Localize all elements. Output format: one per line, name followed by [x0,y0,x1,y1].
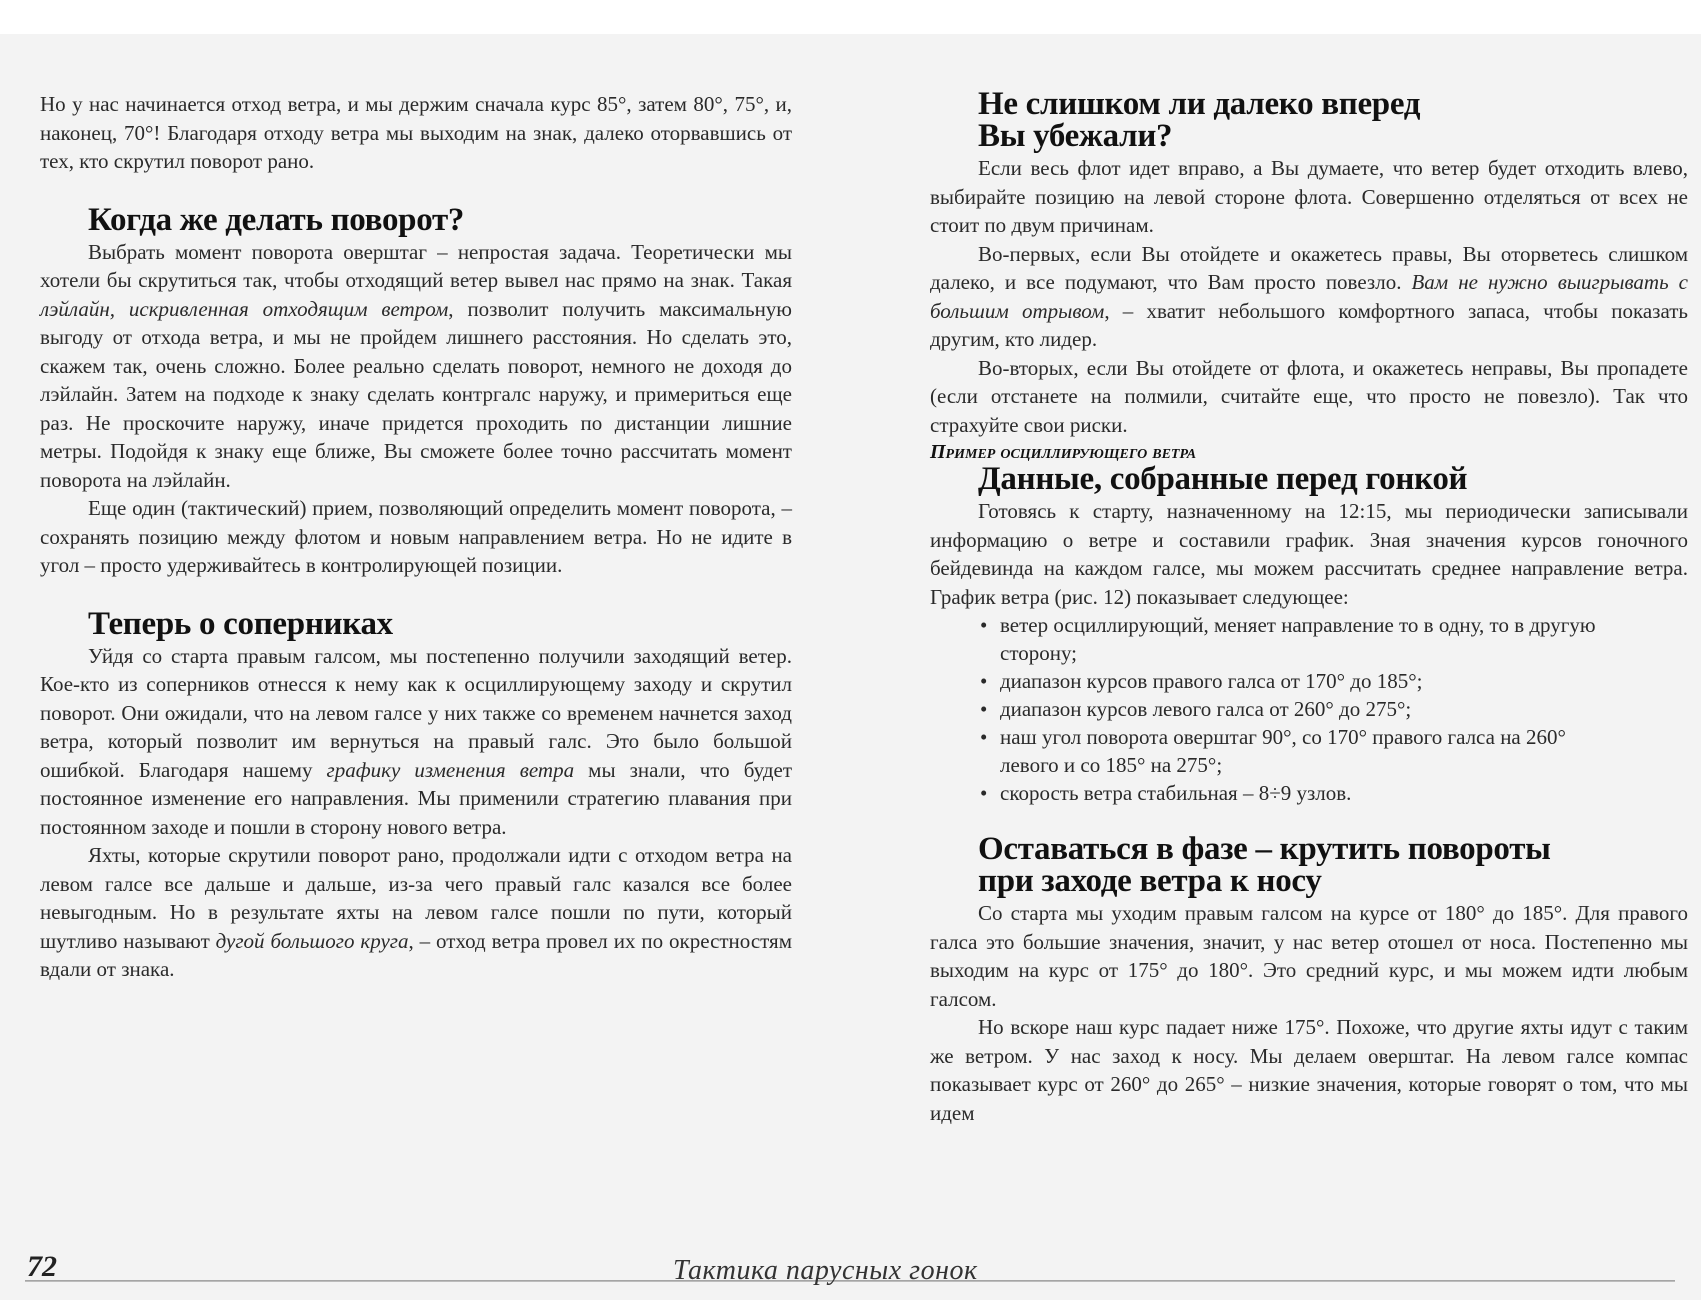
paragraph-stay-in-phase-1: Со старта мы уходим правым галсом на курсе от 180° до 185°. Для правого галса это большие значения, значит, у нас ветер отошел от носа. Постепенно мы выходим на курс от 175° до 180°. Это средний курс, и мы можем идти любым галсом. [930,901,1688,1011]
paragraph-when-to-tack-2: Еще один (тактический) прием, позволяющий определить момент поворота, – сохранять позицию между флотом и новым направлением ветра. Но не идите в угол – просто удерживайтесь в контролирующей позиции. [40,496,792,577]
section-heading-too-far-ahead: Не слишком ли далеко вперед Вы убежали? [978,86,1421,154]
emphasis-no-big-margin: Вам не нужно выигрывать с большим отрывом [930,270,1688,323]
intro-paragraph: Но у нас начинается отход ветра, и мы держим сначала курс 85°, затем 80°, 75°, и, наконец, 70°! Благодаря отходу ветра мы выходим на знак, далеко оторвавшись от тех, кто скрутил поворот рано. [40,92,792,173]
emphasis-layline: лэйлайн, искривленная отходящим ветром [40,296,449,321]
section-heading-when-to-tack: Когда же делать поворот? [88,201,465,238]
paragraph-competitors-2: Яхты, которые скрутили поворот рано, продолжали идти с отходом ветра на левом галсе все дальше и дальше, из-за чего правый галс казался все более невыгодным. Но в результате яхты на левом галсе пошли по пути, который шутливо называют дугой большого круга, – отход ветра провел их по окрестностям вдали от знака. [40,843,792,981]
section-kicker: Пример осциллирующего ветра [930,441,1197,463]
paragraph-too-far-ahead-3: Во-вторых, если Вы отойдете от флота, и окажетесь неправы, Вы пропадете (если отстанете на полмили, считайте еще, что просто не повезло). Так что страхуйте свои риски. [930,355,1688,437]
right-column [930,86,1688,1127]
list-item: • диапазон курсов правого галса от 170° до 185°; [980,667,1600,695]
left-column [40,90,792,984]
emphasis-wind-chart: графику изменения ветра [326,757,575,782]
wind-observations-list [930,611,1688,807]
list-item: • наш угол поворота оверштаг 90°, со 170° правого галса на 260° левого и со 185° на 275°; [980,723,1600,779]
paragraph-when-to-tack-1: Выбрать момент поворота оверштаг – непростая задача. Теоретически мы хотели бы скрутиться так, чтобы отходящий ветер вывел нас прямо на знак. Такая лэйлайн, искривленная отходящим ветром, позволит получить максимальную выгоду от отхода ветра, и мы не пройдем лишнего расстояния. Но сделать это, скажем так, очень сложно. Более реально сделать поворот, немного не доходя до лэйлайн. Затем на подходе к знаку сделать контргалс наружу, и примериться еще раз. Не проскочите наружу, иначе придется проходить по дистанции лишние метры. Подойдя к знаку еще ближе, Вы сможете более точно рассчитать момент поворота на лэйлайн. [40,239,792,492]
book-page [0,34,1701,1300]
paragraph-too-far-ahead-1: Если весь флот идет вправо, а Вы думаете, что ветер будет отходить влево, выбирайте позицию на левой стороне флота. Совершенно отделяться от всех не стоит по двум причинам. [930,156,1688,237]
section-heading-stay-in-phase: Оставаться в фазе – крутить повороты при заходе ветра к носу [978,831,1551,899]
list-item: • скорость ветра стабильная – 8÷9 узлов. [980,779,1600,807]
paragraph-too-far-ahead-2: Во-первых, если Вы отойдете и окажетесь правы, Вы оторветесь слишком далеко, и все подумают, что Вам просто повезло. Вам не нужно выигрывать с большим отрывом, – хватит небольшого комфортного запаса, чтобы показать другим, кто лидер. [930,241,1688,351]
section-heading-competitors: Теперь о соперниках [88,605,393,642]
page-number: 72 [27,1250,57,1283]
section-heading-pre-race-data: Данные, собранные перед гонкой [978,461,1468,497]
emphasis-great-circle: дугой большого круга [215,928,409,953]
running-title: Тактика парусных гонок [673,1255,978,1286]
list-item: • диапазон курсов левого галса от 260° до 275°; [980,695,1600,723]
paragraph-pre-race-data: Готовясь к старту, назначенному на 12:15, мы периодически записывали информацию о ветре и составили график. Зная значения курсов гоночного бейдевинда на каждом галсе, мы можем рассчитать среднее направление ветра. График ветра (рис. 12) показывает следующее: [930,499,1688,609]
paragraph-competitors-1: Уйдя со старта правым галсом, мы постепенно получили заходящий ветер. Кое-кто из соперников отнесся к нему как к осциллирующему заходу и скрутил поворот. Они ожидали, что на левом галсе у них также со временем начнется заход ветра, который позволит им вернуться на правый галс. Это было большой ошибкой. Благодаря нашему графику изменения ветра мы знали, что будет постоянное изменение его направления. Мы применили стратегию плавания при постоянном заходе и пошли в сторону нового ветра. [40,643,792,839]
paragraph-stay-in-phase-2: Но вскоре наш курс падает ниже 175°. Похоже, что другие яхты идут с таким же ветром. У нас заход к носу. Мы делаем оверштаг. На левом галсе компас показывает курс от 260° до 265° – низкие значения, которые говорят о том, что мы идем [930,1015,1688,1125]
list-item: • ветер осциллирующий, меняет направление то в одну, то в другую сторону; [980,611,1600,667]
